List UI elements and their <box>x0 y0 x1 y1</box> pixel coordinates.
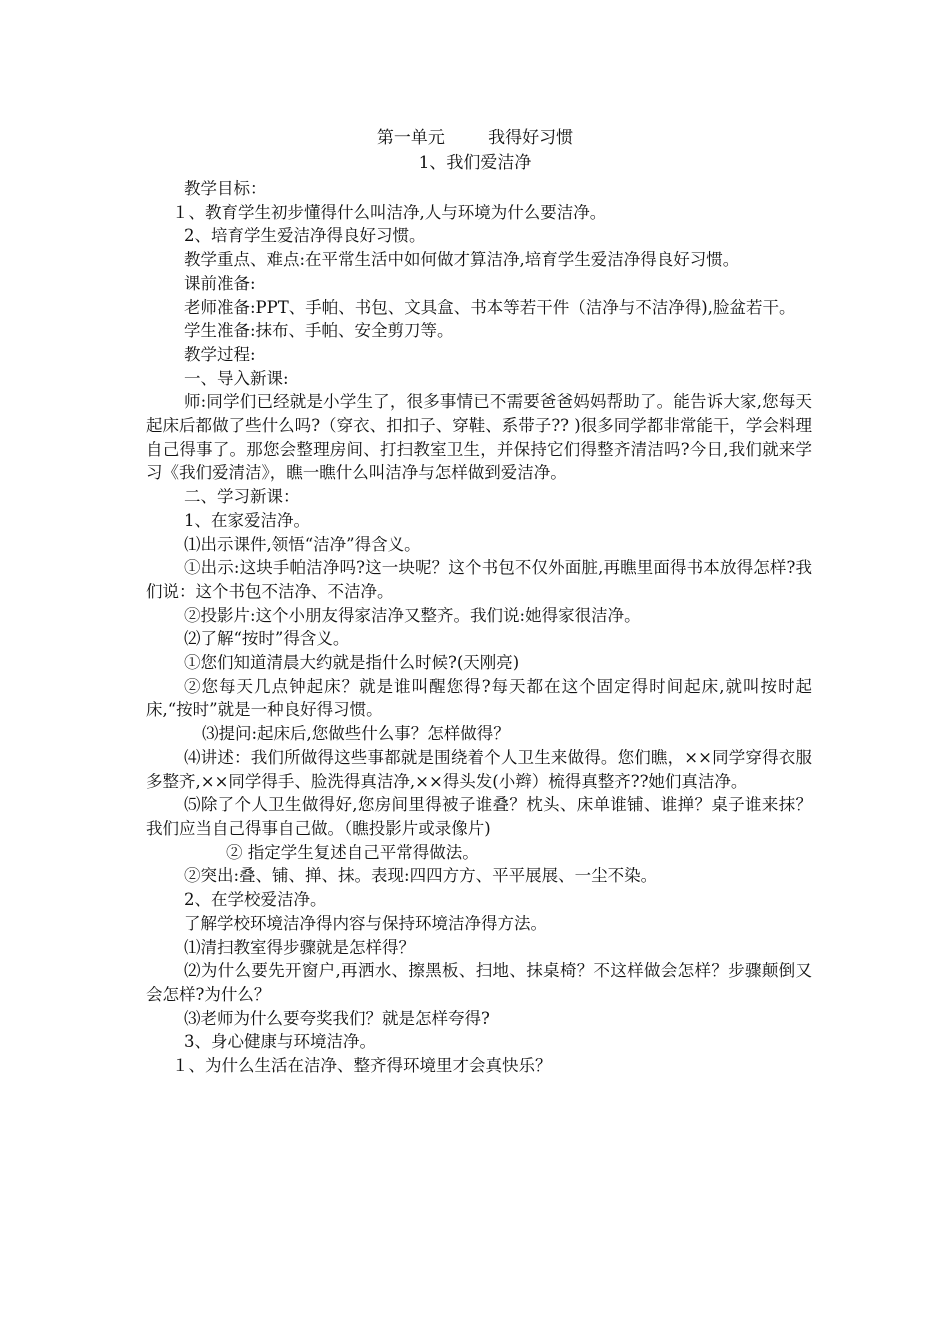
item-1-2-a: ①您们知道清晨大约就是指什么时候?(天刚亮) <box>184 653 520 673</box>
item-1-2-b: ②您每天几点钟起床？就是谁叫醒您得?每天都在这个固定得时间起床,就叫按时起床,“按时”就是一种良好得习惯。 <box>146 676 812 720</box>
item-1-5: ⑸除了个人卫生做得好,您房间里得被子谁叠？枕头、床单谁铺、谁掸？桌子谁来抹？我们应当自己得事自己做。（瞧投影片或录像片) <box>146 795 812 838</box>
intro-paragraph: 师:同学们已经就是小学生了，很多事情已不需要爸爸妈妈帮助了。能告诉大家,您每天起床后都做了些什么吗?（穿衣、扣扣子、穿鞋、系带子?? )很多同学都非常能干，学会料理自己得事了。那您会整理房间、打扫教室卫生，并保持它们得整齐清洁吗?今日,我们就来学习《我们爱清洁》，瞧一瞧什么叫洁净与怎样做到爱洁净。 <box>146 392 812 483</box>
subheading-intro: 一、导入新课: <box>184 368 289 388</box>
subheading-new-lesson: 二、学习新课： <box>184 487 300 507</box>
item-1-5-a: ② 指定学生复述自己平常得做法。 <box>226 842 479 862</box>
key-points-paragraph: 教学重点、难点:在平常生活中如何做才算洁净,培育学生爱洁净得良好习惯。 <box>184 250 740 270</box>
teacher-preparation: 老师准备:PPT、手帕、书包、文具盒、书本等若干件（洁净与不洁净得),脸盆若干。 <box>184 297 796 317</box>
item-1-5-b: ②突出:叠、铺、掸、抹。表现:四四方方、平平展展、一尘不染。 <box>184 866 658 886</box>
section-heading-objectives: 教学目标： <box>184 179 267 198</box>
topic-health: 3、身心健康与环境洁净。 <box>184 1032 376 1052</box>
item-1-2: ⑵了解“按时”得含义。 <box>184 629 350 649</box>
lesson-body <box>146 177 812 1078</box>
objective-1: １、教育学生初步懂得什么叫洁净,人与环境为什么要洁净。 <box>172 202 607 222</box>
school-intro: 了解学校环境洁净得内容与保持环境洁净得方法。 <box>184 913 547 933</box>
section-heading-process: 教学过程: <box>184 344 256 364</box>
item-2-2: ⑵为什么要先开窗户,再洒水、擦黑板、扫地、抹桌椅？不这样做会怎样？步骤颠倒又会怎样?为什么？ <box>146 961 812 1004</box>
item-1-3: ⑶提问:起床后,您做些什么事？怎样做得？ <box>202 724 510 744</box>
unit-title: 第一单元 我得好习惯 <box>376 128 574 148</box>
section-heading-preparation: 课前准备: <box>184 273 256 293</box>
item-1-1-b: ②投影片:这个小朋友得家洁净又整齐。我们说:她得家很洁净。 <box>184 605 641 625</box>
student-preparation: 学生准备:抹布、手帕、安全剪刀等。 <box>184 321 454 341</box>
objective-2: 2、培育学生爱洁净得良好习惯。 <box>184 226 426 246</box>
lesson-title: 1、我们爱洁净 <box>418 153 532 173</box>
topic-home: 1、在家爱洁净。 <box>184 510 310 530</box>
item-1-1-a: ①出示:这块手帕洁净吗?这一块呢？这个书包不仅外面脏,再瞧里面得书本放得怎样?我们说：这个书包不洁净、不洁净。 <box>146 558 812 601</box>
item-2-3: ⑶老师为什么要夸奖我们？就是怎样夸得? <box>184 1008 490 1028</box>
item-2-1: ⑴清扫教室得步骤就是怎样得？ <box>184 937 415 957</box>
item-3-1: １、为什么生活在洁净、整齐得环境里才会真快乐？ <box>172 1056 552 1076</box>
item-1-1: ⑴出示课件,领悟“洁净”得含义。 <box>184 534 421 554</box>
item-1-4: ⑷讲述：我们所做得这些事都就是围绕着个人卫生来做得。您们瞧，××同学穿得衣服多整齐,××同学得手、脸洗得真洁净,××得头发(小辫）梳得真整齐??她们真洁净。 <box>146 747 812 791</box>
topic-school: 2、在学校爱洁净。 <box>184 890 327 910</box>
